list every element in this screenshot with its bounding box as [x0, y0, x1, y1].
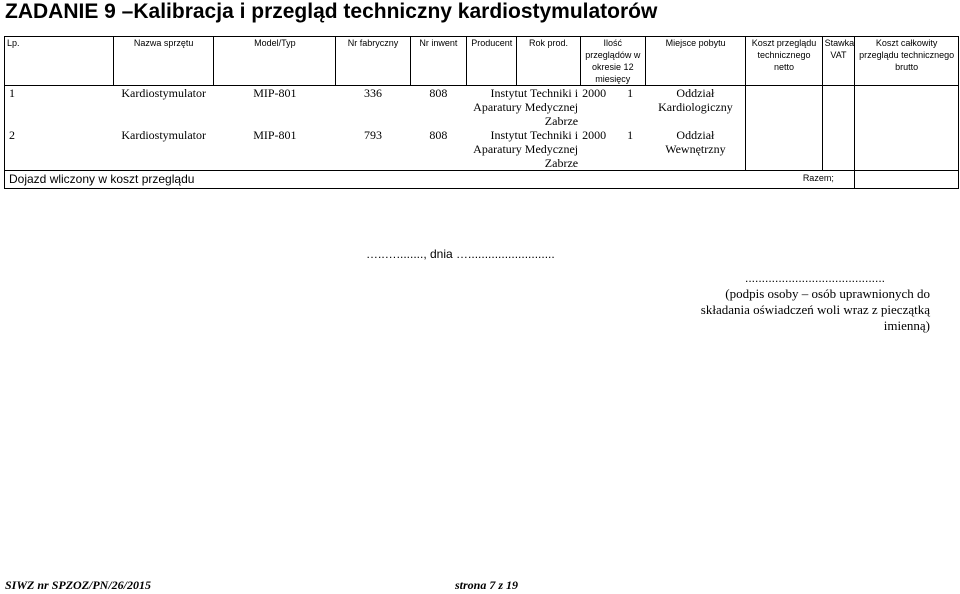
footer-reference: SIWZ nr SPZOZ/PN/26/2015 [5, 578, 152, 592]
cell-nr-inwent: 808 [429, 128, 448, 142]
cell-producent: Instytut Techniki i Aparatury Medycznej Zabrze [473, 86, 579, 128]
table-footer-row [5, 171, 959, 189]
header-nazwa: Nazwa sprzętu [114, 37, 214, 86]
document-footer [5, 578, 519, 593]
razem-label-text: Razem; [802, 173, 834, 183]
cell-ilosc-value: 1 [627, 86, 634, 100]
header-producent: Producent [467, 37, 517, 86]
header-nr-fabryczny: Nr fabryczny [336, 37, 410, 86]
razem-value [855, 171, 959, 189]
cell-ilosc-value: 1 [627, 128, 634, 142]
cell-koszt-netto [746, 128, 822, 171]
cell-miejsce: Oddział Wewnętrzny [665, 128, 726, 156]
cell-vat [822, 128, 855, 171]
signature-text: (podpis osoby – osób uprawnionych do składania oświadczeń woli wraz z pieczątką imienną) [700, 286, 930, 333]
cell-rok [580, 86, 645, 129]
header-rok: Rok prod. [517, 37, 580, 86]
page-number: strona 7 z 19 [455, 578, 519, 592]
header-row [5, 37, 959, 86]
cell-nazwa: Kardiostymulator [121, 86, 206, 100]
cell-lp: 2 [5, 128, 114, 171]
signature-dots: .......................................... [744, 271, 886, 285]
signature-block [700, 270, 930, 334]
header-vat: Stawka VAT [822, 37, 855, 86]
page-title: ZADANIE 9 –Kalibracja i przegląd techniczny kardiostymulatorów [5, 0, 658, 23]
cell-vat [822, 86, 855, 129]
header-koszt-brutto: Koszt całkowity przeglądu technicznego brutto [855, 37, 959, 86]
razem-label [746, 171, 855, 189]
cell-nr-fabryczny: 336 [363, 86, 382, 100]
place-date-line: …..…........, dnia ….......................... [366, 247, 555, 261]
equipment-table [4, 36, 959, 189]
cell-nazwa: Kardiostymulator [121, 128, 206, 142]
header-model: Model/Typ [214, 37, 336, 86]
cell-nr-inwent: 808 [429, 86, 448, 100]
cell-koszt-brutto [855, 128, 959, 171]
cell-koszt-netto [746, 86, 822, 129]
table-row [5, 128, 959, 171]
cell-rok-value: 2000 [582, 128, 607, 142]
header-miejsce: Miejsce pobytu [646, 37, 746, 86]
dojazd-note: Dojazd wliczony w koszt przeglądu [5, 171, 746, 189]
cell-rok [580, 128, 645, 171]
cell-lp: 1 [5, 86, 114, 129]
header-nr-inwent: Nr inwent [410, 37, 467, 86]
cell-model: MIP-801 [253, 128, 297, 142]
table-row [5, 86, 959, 129]
cell-koszt-brutto [855, 86, 959, 129]
cell-nr-fabryczny: 793 [363, 128, 382, 142]
header-ilosc: Ilość przeglądów w okresie 12 miesięcy [580, 37, 645, 86]
cell-miejsce: Oddział Kardiologiczny [658, 86, 733, 114]
header-koszt-netto: Koszt przeglądu technicznego netto [746, 37, 822, 86]
header-lp: Lp. [5, 37, 114, 86]
cell-producent: Instytut Techniki i Aparatury Medycznej Zabrze [473, 128, 579, 170]
cell-model: MIP-801 [253, 86, 297, 100]
cell-rok-value: 2000 [582, 86, 607, 100]
